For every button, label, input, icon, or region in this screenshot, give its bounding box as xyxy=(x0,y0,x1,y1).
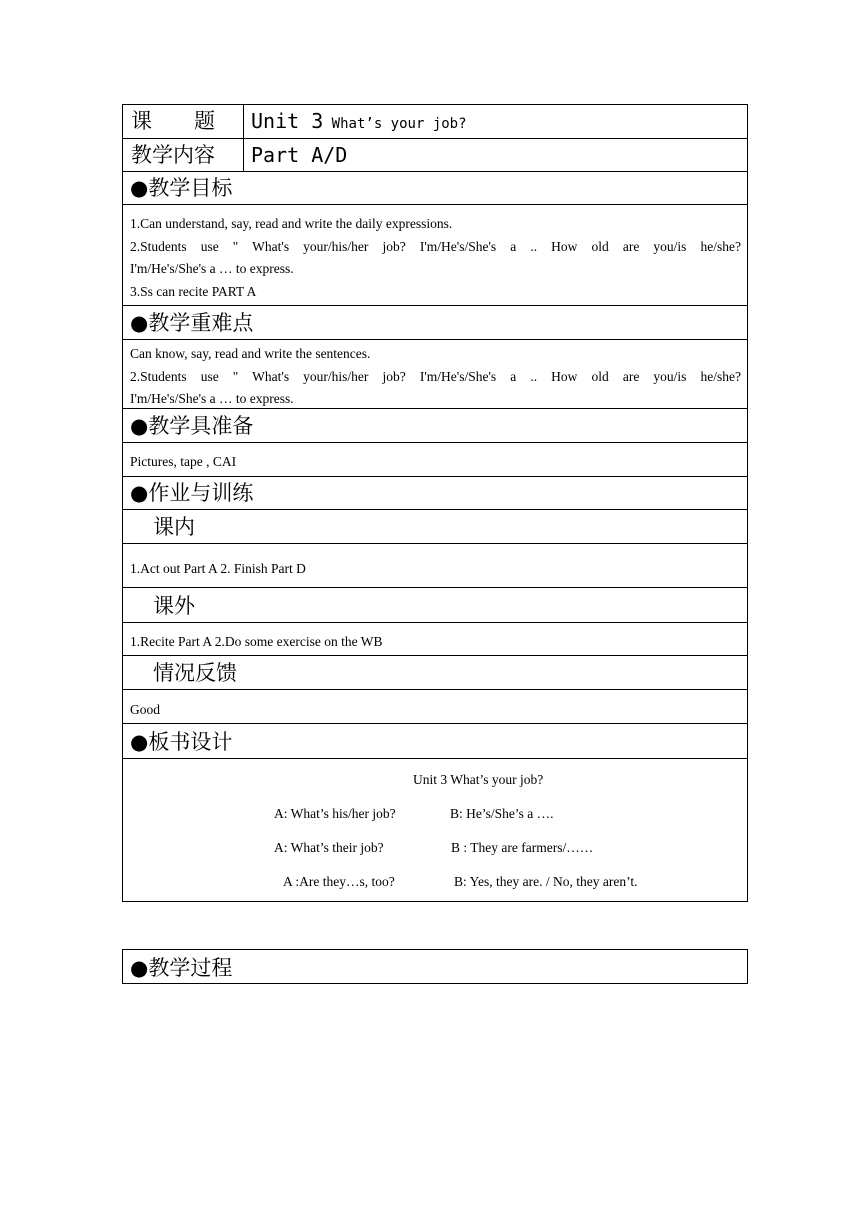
topic-row xyxy=(123,105,747,138)
process-heading: ●教学过程 xyxy=(130,956,233,980)
objectives-line-2: 2.Students use " What's your/his/her job? I'm/He's/She's a .. How old are you/is he/she? xyxy=(130,238,741,254)
feedback-text: Good xyxy=(130,702,160,717)
process-table xyxy=(122,949,748,984)
objectives-line-4: 3.Ss can recite PART A xyxy=(130,283,257,299)
objectives-body xyxy=(123,204,747,305)
topic-value xyxy=(244,105,747,138)
feedback-label: 情况反馈 xyxy=(123,655,747,689)
topic-value-small: What’s your job? xyxy=(323,116,467,132)
keypoints-body xyxy=(123,339,747,408)
afterclass-label: 课外 xyxy=(123,587,747,622)
lesson-plan-table xyxy=(122,104,748,902)
board-row1-answer: B: He’s/She’s a …. xyxy=(450,806,554,821)
board-design xyxy=(123,758,747,901)
content-label: 教学内容 xyxy=(123,139,244,171)
board-row1-question: A: What’s his/her job? xyxy=(274,806,396,821)
board-row2-answer: B : They are farmers/…… xyxy=(451,840,594,855)
board-row3-question: A :Are they…s, too? xyxy=(283,874,395,889)
topic-label: 课 题 xyxy=(123,105,244,138)
keypoints-line-1: Can know, say, read and write the sentences. xyxy=(130,346,371,361)
objectives-heading: ●教学目标 xyxy=(123,171,747,204)
objectives-line-1: 1.Can understand, say, read and write the daily expressions. xyxy=(130,216,453,231)
keypoints-line-3: I'm/He's/She's a … to express. xyxy=(130,391,294,406)
content-value: Part A/D xyxy=(251,143,348,167)
board-row2-question: A: What’s their job? xyxy=(274,840,384,855)
objectives-line-3: I'm/He's/She's a … to express. xyxy=(130,261,294,276)
afterclass-text: 1.Recite Part A 2.Do some exercise on the WB xyxy=(130,634,383,649)
feedback-body xyxy=(123,689,747,723)
inclass-body xyxy=(123,543,747,587)
aids-body xyxy=(123,442,747,476)
inclass-label: 课内 xyxy=(123,509,747,543)
homework-heading: ●作业与训练 xyxy=(123,476,747,509)
board-heading: ●板书设计 xyxy=(123,723,747,758)
topic-value-main: Unit 3 xyxy=(251,109,324,133)
aids-heading: ●教学具准备 xyxy=(123,408,747,442)
content-row xyxy=(123,138,747,171)
keypoints-line-2: 2.Students use " What's your/his/her job? I'm/He's/She's a .. How old are you/is he/she? xyxy=(130,368,741,384)
keypoints-heading: ●教学重难点 xyxy=(123,305,747,339)
inclass-text: 1.Act out Part A 2. Finish Part D xyxy=(130,561,306,576)
aids-text: Pictures, tape , CAI xyxy=(130,454,237,469)
afterclass-body xyxy=(123,622,747,655)
board-title: Unit 3 What’s your job? xyxy=(413,772,544,787)
board-row3-answer: B: Yes, they are. / No, they aren’t. xyxy=(454,874,638,889)
